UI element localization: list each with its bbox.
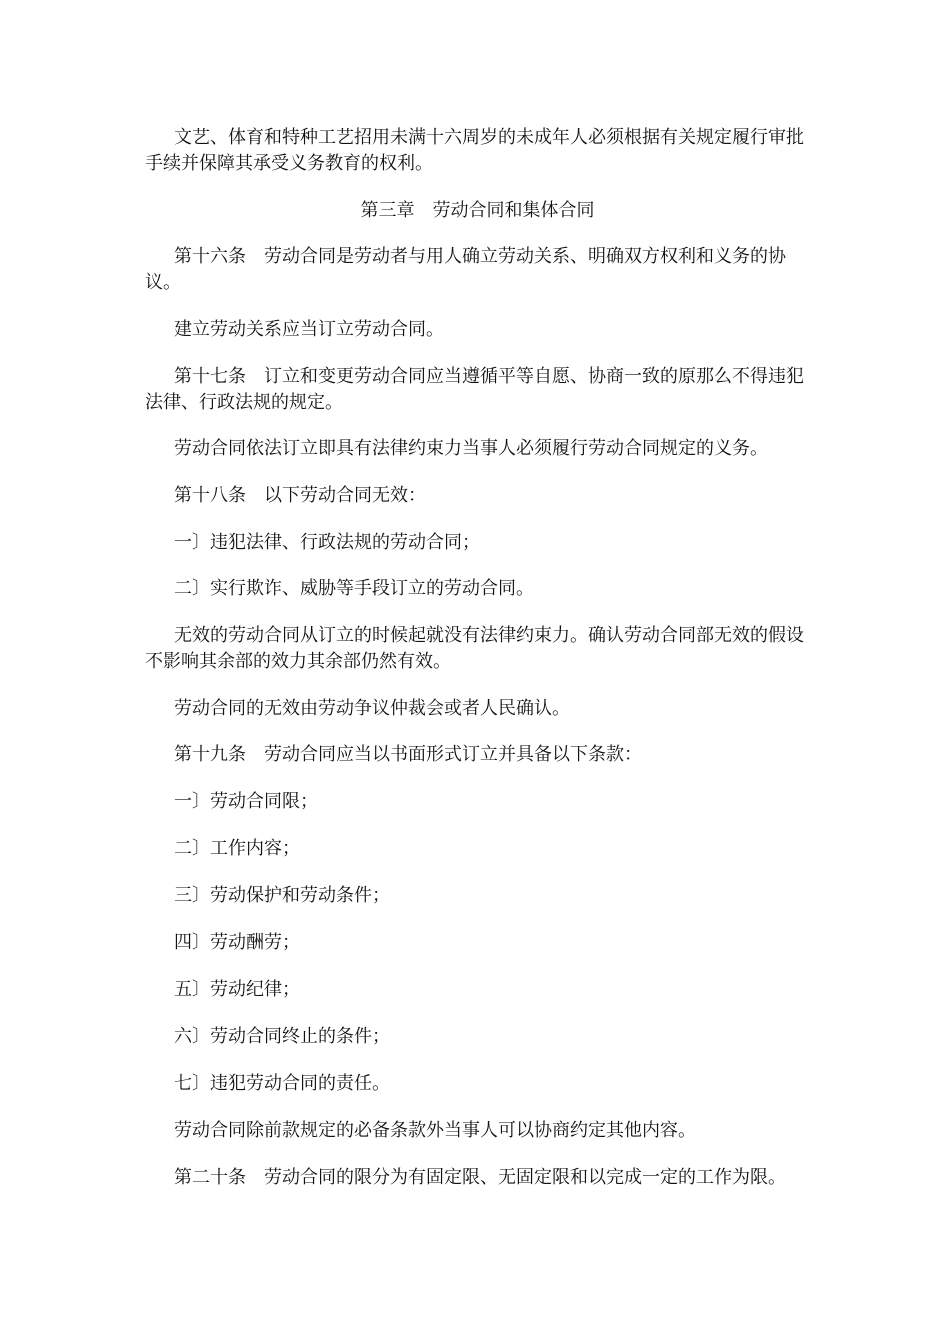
list-item-19-4: 四〕劳动酬劳； bbox=[174, 932, 300, 953]
article-16: 第十六条 劳动合同是劳动者与用人确立劳动关系、明确双方权利和义务的协议。 bbox=[145, 246, 786, 293]
list-item-19-6: 六〕劳动合同终止的条件； bbox=[174, 1026, 390, 1047]
paragraph-invalid-confirmation: 劳动合同的无效由劳动争议仲裁会或者人民确认。 bbox=[174, 698, 570, 719]
chapter-heading: 第三章 劳动合同和集体合同 bbox=[360, 200, 595, 221]
paragraph-invalid-contract: 无效的劳动合同从订立的时候起就没有法律约束力。确认劳动合同部无效的假设不影响其余部的效力其余部仍然有效。 bbox=[145, 625, 804, 672]
article-17: 第十七条 订立和变更劳动合同应当遵循平等自愿、协商一致的原那么不得违犯法律、行政法规的规定。 bbox=[145, 366, 804, 413]
paragraph-minor-employment: 文艺、体育和特种工艺招用未满十六周岁的未成年人必须根据有关规定履行审批手续并保障其承受义务教育的权利。 bbox=[145, 127, 804, 174]
paragraph-legal-binding: 劳动合同依法订立即具有法律约束力当事人必须履行劳动合同规定的义务。 bbox=[174, 438, 768, 459]
article-19: 第十九条 劳动合同应当以书面形式订立并具备以下条款： bbox=[174, 744, 642, 765]
list-item-18-1: 一〕违犯法律、行政法规的劳动合同； bbox=[174, 532, 480, 553]
paragraph-establish-contract: 建立劳动关系应当订立劳动合同。 bbox=[174, 319, 444, 340]
list-item-18-2: 二〕实行欺诈、威胁等手段订立的劳动合同。 bbox=[174, 578, 534, 599]
list-item-19-7: 七〕违犯劳动合同的责任。 bbox=[174, 1073, 390, 1094]
list-item-19-3: 三〕劳动保护和劳动条件； bbox=[174, 885, 390, 906]
list-item-19-1: 一〕劳动合同限； bbox=[174, 791, 318, 812]
article-20: 第二十条 劳动合同的限分为有固定限、无固定限和以完成一定的工作为限。 bbox=[174, 1167, 786, 1188]
paragraph-other-terms: 劳动合同除前款规定的必备条款外当事人可以协商约定其他内容。 bbox=[174, 1120, 696, 1141]
list-item-19-5: 五〕劳动纪律； bbox=[174, 979, 300, 1000]
article-18: 第十八条 以下劳动合同无效： bbox=[174, 485, 426, 506]
list-item-19-2: 二〕工作内容； bbox=[174, 838, 300, 859]
